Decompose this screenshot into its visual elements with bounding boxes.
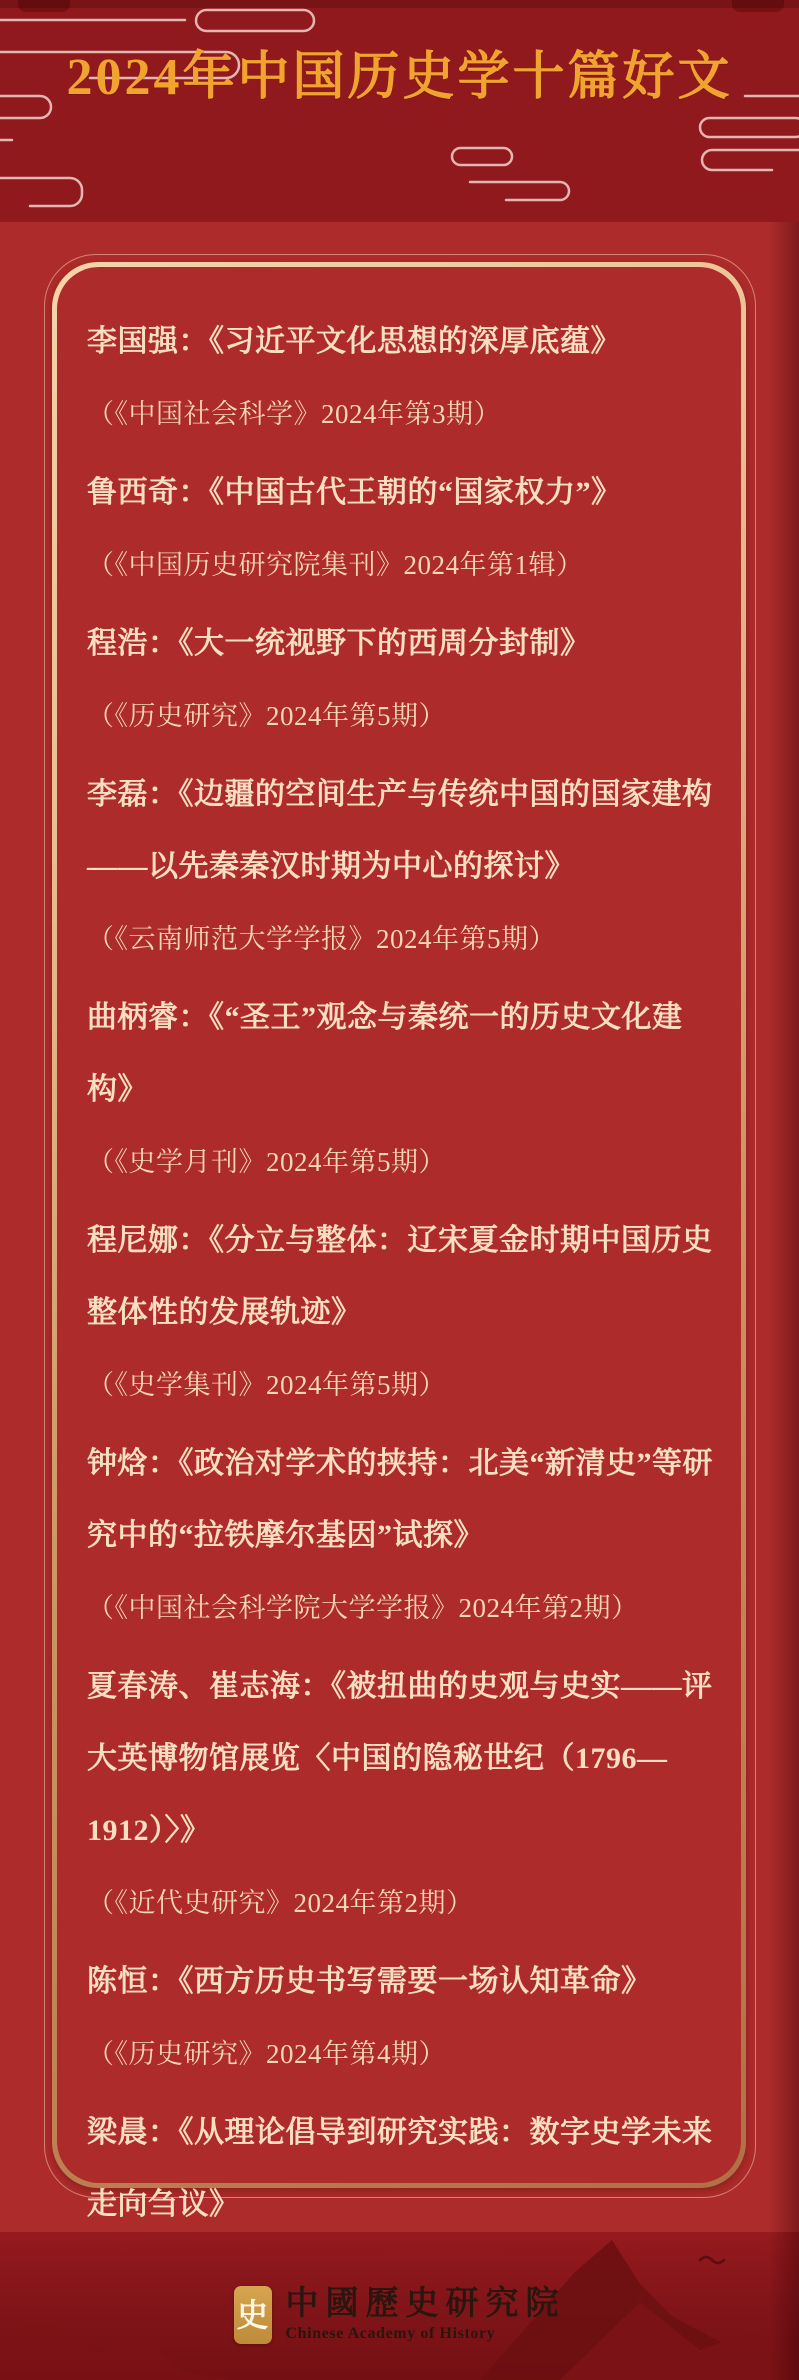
article-item	[87, 1946, 715, 2090]
article-item	[87, 306, 715, 450]
article-item	[87, 608, 715, 752]
article-title: 钟焓：《政治对学术的挟持：北美“新清史”等研究中的“拉铁摩尔基因”试探》	[87, 1447, 713, 1552]
article-item	[87, 457, 715, 601]
top-edge-shade	[0, 0, 799, 8]
article-item	[87, 759, 715, 975]
article-title: 陈恒：《西方历史书写需要一场认知革命》	[87, 1965, 652, 1998]
cah-logo	[0, 2286, 799, 2344]
article-title: 夏春涛、崔志海：《被扭曲的史观与史实——评大英博物馆展览〈中国的隐秘世纪（1796—1912）〉》	[87, 1670, 713, 1847]
article-citation: （《中国社会科学院大学学报》2024年第2期）	[87, 1593, 639, 1623]
article-title: 李磊：《边疆的空间生产与传统中国的国家建构——以先秦秦汉时期为中心的探讨》	[87, 778, 713, 883]
article-citation: （《近代史研究》2024年第2期）	[87, 1888, 474, 1918]
article-citation: （《云南师范大学学报》2024年第5期）	[87, 924, 556, 954]
article-title: 程尼娜：《分立与整体：辽宋夏金时期中国历史整体性的发展轨迹》	[87, 1224, 713, 1329]
seal-icon	[234, 2286, 272, 2344]
article-citation: （《历史研究》2024年第4期）	[87, 2039, 446, 2069]
article-citation: （《中国历史研究院集刊》2024年第1辑）	[87, 550, 584, 580]
gold-frame	[52, 262, 746, 2221]
seal-glyph: 史	[236, 2297, 269, 2333]
article-item	[87, 982, 715, 1198]
article-title: 曲柄睿：《“圣王”观念与秦统一的历史文化建构》	[87, 1001, 683, 1106]
article-title: 程浩：《大一统视野下的西周分封制》	[87, 627, 591, 660]
article-title: 鲁西奇：《中国古代王朝的“国家权力”》	[87, 476, 622, 509]
article-item	[87, 1651, 715, 1939]
page-title: 2024年中国历史学十篇好文	[66, 49, 733, 106]
article-title: 李国强：《习近平文化思想的深厚底蕴》	[87, 325, 621, 358]
org-name-en: Chinese Academy of History	[285, 2324, 496, 2342]
article-citation: （《史学集刊》2024年第5期）	[87, 1370, 446, 1400]
org-name-block	[286, 2287, 566, 2343]
article-citation: （《中国社会科学》2024年第3期）	[87, 399, 501, 429]
right-edge-shadow	[769, 222, 799, 2380]
article-item	[87, 1205, 715, 1421]
article-citation: （《史学月刊》2024年第5期）	[87, 1147, 446, 1177]
article-card	[57, 267, 741, 2221]
article-title: 梁晨：《从理论倡导到研究实践：数字史学未来走向刍议》	[87, 2116, 713, 2221]
article-item	[87, 1428, 715, 1644]
article-citation: （《历史研究》2024年第5期）	[87, 701, 446, 731]
org-name-cn: 中國歷史研究院	[285, 2286, 566, 2323]
article-list	[57, 267, 741, 2323]
